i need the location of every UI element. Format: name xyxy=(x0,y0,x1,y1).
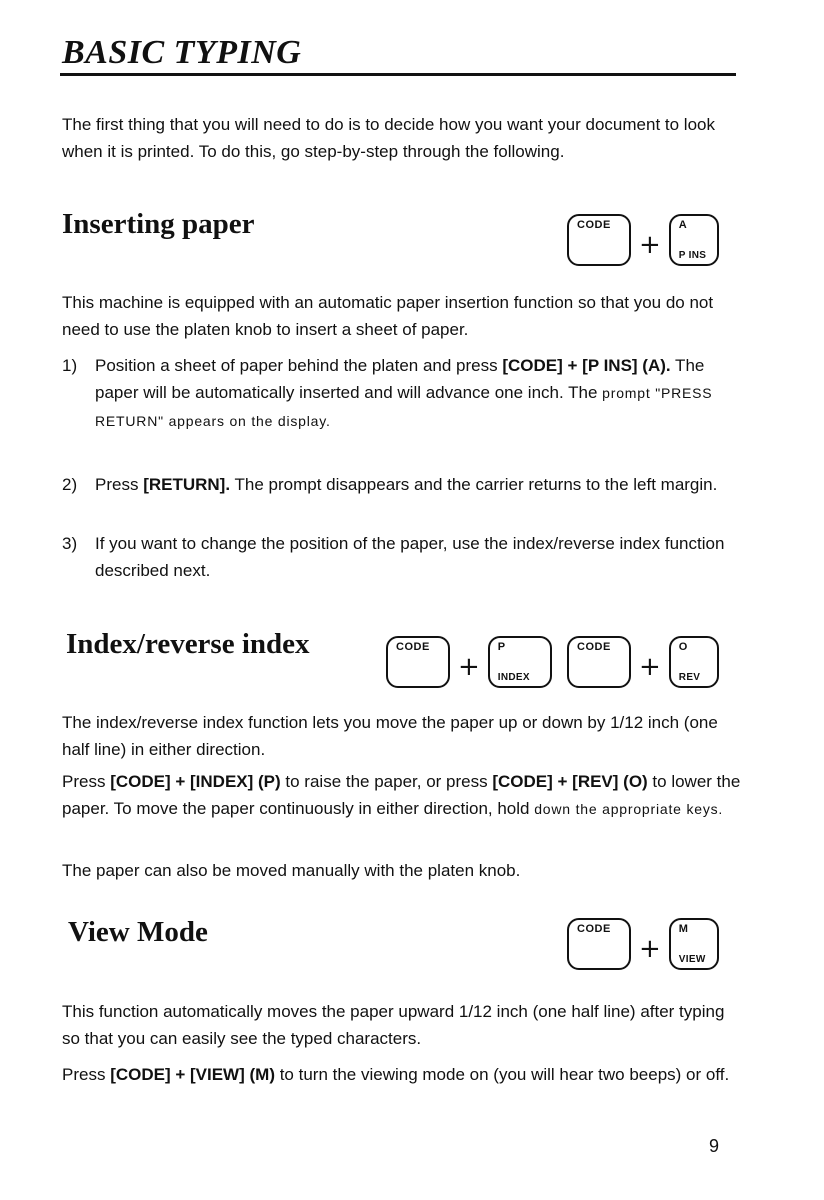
heading-inserting-paper: Inserting paper xyxy=(62,208,255,240)
key-label: P xyxy=(497,641,506,653)
key-label: CODE xyxy=(577,641,611,653)
index-paragraph-1: The index/reverse index function lets you move the paper up or down by 1/12 inch (one half line) in either direction. xyxy=(62,713,718,759)
key-label: O xyxy=(678,641,688,653)
plus-sign: + xyxy=(639,652,661,682)
page-title: BASIC TYPING xyxy=(62,34,302,71)
plus-sign: + xyxy=(458,652,480,682)
key-label: M xyxy=(678,923,689,935)
plus-sign: + xyxy=(639,230,661,260)
title-rule xyxy=(60,73,736,76)
step-text: Press [RETURN]. The prompt disappears and the carrier returns to the left margin. xyxy=(95,475,718,494)
index-key xyxy=(488,636,552,688)
key-combo-reverse xyxy=(567,636,719,688)
key-label: CODE xyxy=(396,641,430,653)
page-number: 9 xyxy=(709,1136,720,1156)
heading-view-mode: View Mode xyxy=(68,916,208,948)
index-paragraph-3: The paper can also be moved manually with the platen knob. xyxy=(62,861,521,880)
view-paragraph-2: Press [CODE] + [VIEW] (M) to turn the viewing mode on (you will hear two beeps) or off. xyxy=(62,1065,730,1084)
code-key xyxy=(567,636,631,688)
inserting-paragraph: This machine is equipped with an automatic paper insertion function so that you do not need to use the platen knob to insert a sheet of paper. xyxy=(62,293,714,339)
key-label: CODE xyxy=(577,219,611,231)
key-label: A xyxy=(678,219,688,231)
plus-sign: + xyxy=(639,934,661,964)
step-text: If you want to change the position of the paper, use the index/reverse index function described next. xyxy=(95,534,725,580)
heading-index-reverse: Index/reverse index xyxy=(66,628,310,660)
code-key xyxy=(567,214,631,266)
key-sublabel: VIEW xyxy=(678,954,706,965)
key-sublabel: INDEX xyxy=(497,672,530,683)
step-number: 2) xyxy=(62,475,78,494)
rev-key xyxy=(669,636,719,688)
key-sublabel: P INS xyxy=(678,250,707,261)
step-text: Position a sheet of paper behind the platen and press [CODE] + [P INS] (A). The paper will be automatically inserted and will advance one inch. The prompt "PRESS RETURN" appears on the display. xyxy=(95,356,713,429)
index-paragraph-2: Press [CODE] + [INDEX] (P) to raise the paper, or press [CODE] + [REV] (O) to lower the paper. To move the paper continuously in either direction, hold down the appropriate keys. xyxy=(62,772,741,818)
view-paragraph-1: This function automatically moves the paper upward 1/12 inch (one half line) after typing so that you can easily see the typed characters. xyxy=(62,1002,725,1048)
key-combo-insert xyxy=(567,214,719,266)
view-key xyxy=(669,918,719,970)
key-combo-index xyxy=(386,636,552,688)
p-ins-key xyxy=(669,214,719,266)
step-number: 3) xyxy=(62,534,78,553)
intro-paragraph: The first thing that you will need to do is to decide how you want your document to look when it is printed. To do this, go step-by-step through the following. xyxy=(62,115,715,161)
code-key xyxy=(567,918,631,970)
key-combo-view xyxy=(567,918,719,970)
key-label: CODE xyxy=(577,923,611,935)
step-number: 1) xyxy=(62,356,78,375)
code-key xyxy=(386,636,450,688)
key-sublabel: REV xyxy=(678,672,701,683)
